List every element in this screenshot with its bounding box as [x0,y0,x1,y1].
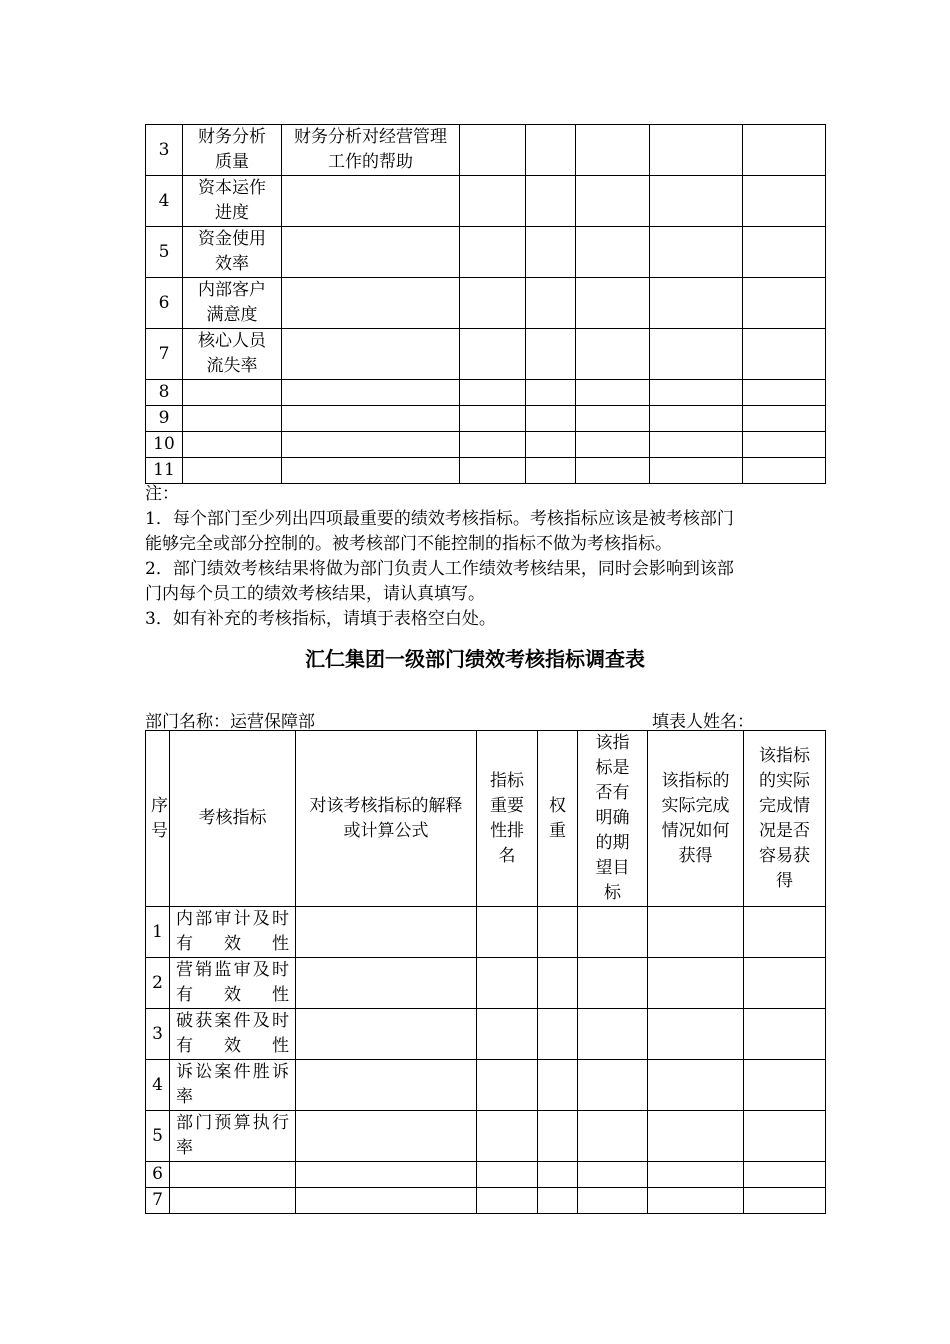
table-row [146,1162,826,1188]
table-row [146,329,826,380]
table-row [146,1111,826,1162]
row-number: 6 [146,1162,170,1188]
table-row [146,1188,826,1214]
indicator-cell: 资金使用效率 [183,227,282,278]
note-2-line-2: 门内每个员工的绩效考核结果，请认真填写。 [145,584,485,604]
table-row [146,1009,826,1060]
header-rank: 指标重要性排名 [477,731,538,907]
row-number: 3 [146,125,183,176]
notes-heading: 注： [145,484,179,504]
row-number: 7 [146,329,183,380]
table-row [146,958,826,1009]
header-easy: 该指标的实际完成情况是否容易获得 [744,731,826,907]
department-label: 部门名称：运营保障部 [145,712,315,732]
indicator-cell: 内部客户满意度 [183,278,282,329]
header-formula: 对该考核指标的解释或计算公式 [296,731,477,907]
table-row [146,380,826,406]
row-number: 10 [146,432,183,458]
indicator-cell: 部门预算执行率 [170,1111,296,1162]
header-target: 该指标是否有明确的期望目标 [578,731,648,907]
indicator-cell: 资本运作进度 [183,176,282,227]
note-1-line-1: 1．每个部门至少列出四项最重要的绩效考核指标。考核指标应该是被考核部门 [145,509,734,529]
notes-section [145,482,835,632]
header-no: 序号 [146,731,170,907]
row-number: 7 [146,1188,170,1214]
row-number: 4 [146,176,183,227]
indicator-cell: 破获案件及时有效性 [170,1009,296,1060]
header-weight: 权重 [538,731,578,907]
row-number: 5 [146,1111,170,1162]
survey-table-continued [145,124,826,484]
table-row [146,278,826,329]
note-3: 3．如有补充的考核指标，请填于表格空白处。 [145,609,496,629]
indicator-cell: 诉讼案件胜诉率 [170,1060,296,1111]
row-number: 3 [146,1009,170,1060]
indicator-cell: 财务分析质量 [183,125,282,176]
row-number: 5 [146,227,183,278]
formula-cell [282,176,460,227]
table-row [146,406,826,432]
table-row [146,907,826,958]
table-row [146,458,826,484]
header-how: 该指标的实际完成情况如何获得 [648,731,744,907]
row-number: 2 [146,958,170,1009]
survey-table [145,730,826,1214]
table-row [146,125,826,176]
page-title: 汇仁集团一级部门绩效考核指标调查表 [305,647,645,671]
row-number: 9 [146,406,183,432]
row-number: 1 [146,907,170,958]
indicator-cell: 营销监审及时有效性 [170,958,296,1009]
formula-cell [282,278,460,329]
note-2-line-1: 2．部门绩效考核结果将做为部门负责人工作绩效考核结果，同时会影响到该部 [145,559,734,579]
row-number: 4 [146,1060,170,1111]
filler-name-label: 填表人姓名： [652,712,754,732]
formula-cell: 财务分析对经营管理工作的帮助 [282,125,460,176]
note-1-line-2: 能够完全或部分控制的。被考核部门不能控制的指标不做为考核指标。 [145,534,672,554]
formula-cell [282,227,460,278]
indicator-cell: 内部审计及时有效性 [170,907,296,958]
row-number: 11 [146,458,183,484]
indicator-cell: 核心人员流失率 [183,329,282,380]
table-row [146,432,826,458]
header-indicator: 考核指标 [170,731,296,907]
table-row [146,176,826,227]
header-row [146,731,826,907]
row-number: 6 [146,278,183,329]
formula-cell [282,329,460,380]
table-row [146,1060,826,1111]
row-number: 8 [146,380,183,406]
table-row [146,227,826,278]
